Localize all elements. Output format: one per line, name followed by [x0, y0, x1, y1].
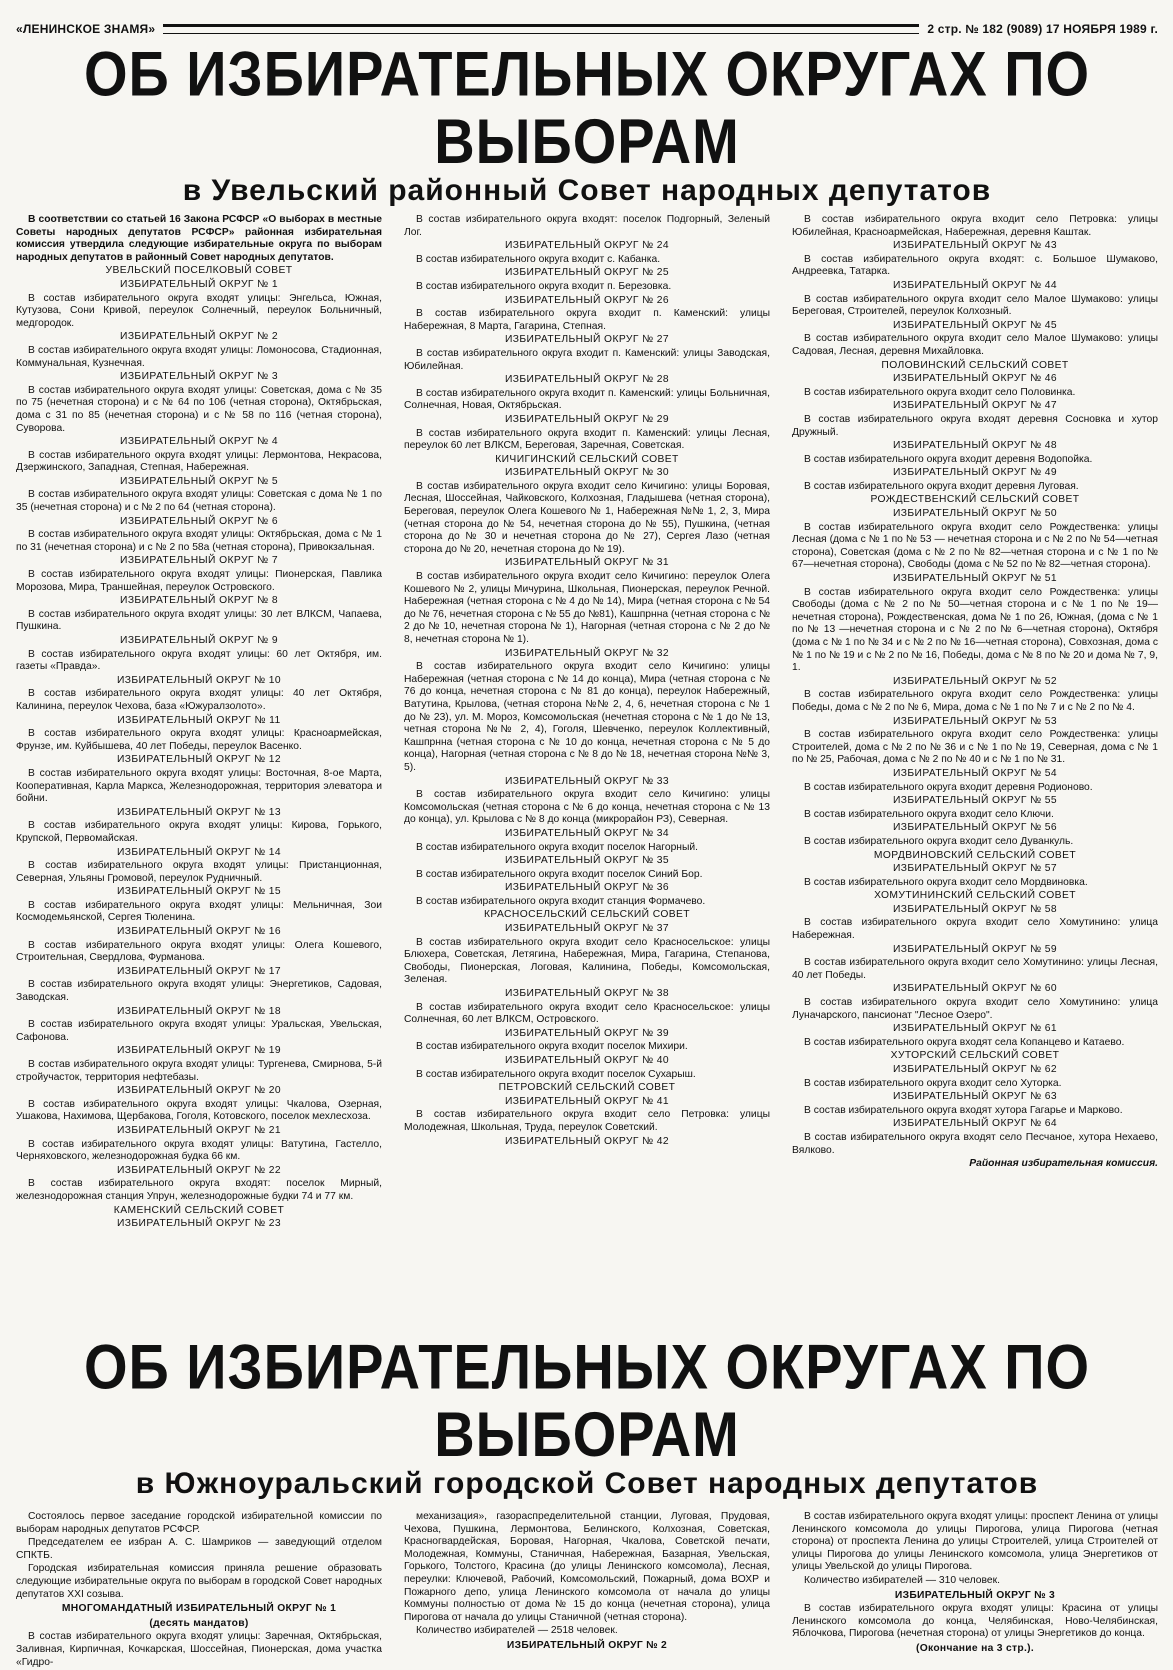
- district-heading: ИЗБИРАТЕЛЬНЫЙ ОКРУГ № 42: [504, 1135, 670, 1147]
- district-heading: ИЗБИРАТЕЛЬНЫЙ ОКРУГ № 5: [120, 475, 278, 487]
- district-heading: ИЗБИРАТЕЛЬНЫЙ ОКРУГ № 50: [892, 508, 1058, 520]
- article2-column-1: [16, 1511, 382, 1670]
- article-yuzhnouralsk: [16, 1331, 1158, 1670]
- paragraph: В состав избирательного округа входят улицы: 60 лет Октября, им. газеты «Правда».: [16, 648, 382, 673]
- paragraph: В состав избирательного округа входит село Кичигино: переулок Олега Кошевого № 2, улицы Мичурина, Школьная, Пионерская, переулок Речной. Набережная (четная сторона с № 4 до № 14), Мира (четная сторона с № 54 до № 76, нечетная сторона с № 55 до №81), Кашпрнна (четная сторона с № 2 до № 10, нечетная сторона № 1), Нагорная (четная сторона с № 2 до № 8, нечетная сторона № 1).: [404, 571, 770, 645]
- district-heading: ХОМУТИНИНСКИЙ СЕЛЬСКИЙ СОВЕТ: [874, 890, 1076, 902]
- district-heading: ИЗБИРАТЕЛЬНЫЙ ОКРУГ № 14: [116, 846, 282, 858]
- district-heading: ИЗБИРАТЕЛЬНЫЙ ОКРУГ № 57: [892, 863, 1058, 875]
- paragraph: В состав избирательного округа входит село Мордвиновка.: [804, 876, 1088, 888]
- article2-title: ОБ ИЗБИРАТЕЛЬНЫХ ОКРУГАХ ПО ВЫБОРАМ: [83, 1331, 1091, 1470]
- paragraph: В состав избирательного округа входят улицы: Уральская, Увельская, Сафонова.: [16, 1019, 382, 1043]
- district-heading: ИЗБИРАТЕЛЬНЫЙ ОКРУГ № 34: [504, 827, 670, 839]
- issue-info: 2 стр. № 182 (9089) 17 НОЯБРЯ 1989 г.: [927, 22, 1158, 36]
- paragraph: В состав избирательного округа входят улицы: Заречная, Октябрьская, Заливная, Кирпичная, Кочкарская, Шоссейная, Пионерская, дома участка «Гидро-: [16, 1631, 382, 1668]
- paragraph: В состав избирательного округа входит село Хомутинино: улица Набережная.: [792, 917, 1158, 942]
- district-heading: ИЗБИРАТЕЛЬНЫЙ ОКРУГ № 63: [892, 1091, 1058, 1103]
- paragraph: В состав избирательного округа входят улицы: Олега Кошевого, Строительная, Свердлова, Фурманова.: [16, 939, 382, 964]
- paragraph: В состав избирательного округа входит поселок Михири.: [416, 1041, 688, 1053]
- paragraph: В состав избирательного округа входят улицы: Кирова, Горького, Крупской, Первомайская.: [16, 820, 382, 844]
- paragraph: Состоялось первое заседание городской избирательной комиссии по выборам народных депутатов РСФСР.: [16, 1511, 382, 1535]
- district-heading: ИЗБИРАТЕЛЬНЫЙ ОКРУГ № 43: [892, 240, 1058, 252]
- district-heading: ИЗБИРАТЕЛЬНЫЙ ОКРУГ № 60: [892, 983, 1058, 995]
- district-heading: ИЗБИРАТЕЛЬНЫЙ ОКРУГ № 26: [504, 294, 670, 306]
- paragraph: В состав избирательного округа входят улицы: Чкалова, Озерная, Ушакова, Нахимова, Щербакова, Гоголя, Котовского, поселок мехлесхоза.: [16, 1098, 382, 1123]
- district-heading: ИЗБИРАТЕЛЬНЫЙ ОКРУГ № 64: [892, 1118, 1058, 1130]
- paragraph: В состав избирательного округа входят хутора Гагарье и Марково.: [804, 1104, 1123, 1116]
- district-heading: ИЗБИРАТЕЛЬНЫЙ ОКРУГ № 4: [120, 436, 278, 448]
- paragraph: В состав избирательного округа входит село Рождественка: улицы Свободы (дома с № 2 по № 50—четная сторона и с № 1 по № 19— нечетная сторона), Рождественская, дома № 1 по 26, Южная, (дома с № 1 по № 13 —нечетная сторона и с № 2 по № 6—четная сторона), Октября (дома с № 1 по № 34 и с № 2 по № 16—четная сторона), Совхозная, дома с № 1 по № 19 и с № 2 по № 16, Победы, дома с № 8 по № 20 и дома № 7, 9, 1.: [792, 586, 1158, 674]
- district-heading: ИЗБИРАТЕЛЬНЫЙ ОКРУГ № 58: [892, 903, 1058, 915]
- paragraph: В состав избирательного округа входит село Рождественка: улицы Лесная (дома с № 1 по № 53 — нечетная сторона и с № 2 по № 54—четная сторона), Советская (дома с № 2 по № 82—четная сторона и с № 1 по № 67—нечетная сторона), Свободы (дома с № 52 по № 82—четная сторона).: [792, 521, 1158, 571]
- district-heading: МОРДВИНОВСКИЙ СЕЛЬСКИЙ СОВЕТ: [873, 849, 1077, 861]
- article2-column-2: [404, 1511, 770, 1670]
- district-heading: ИЗБИРАТЕЛЬНЫЙ ОКРУГ № 2: [120, 331, 278, 343]
- paragraph: В состав избирательного округа входят село Песчаное, хутора Нехаево, Вялково.: [792, 1131, 1158, 1156]
- district-heading: ИЗБИРАТЕЛЬНЫЙ ОКРУГ № 35: [504, 855, 670, 867]
- paragraph: В состав избирательного округа входит село Хомутинино: улица Луначарского, пансионат "Лесное Озеро".: [792, 997, 1158, 1021]
- paragraph: В состав избирательного округа входит село Рождественка: улицы Строителей, дома с № 2 по № 36 и с № 1 по № 19, Северная, дома с № 1 по № 25, Рабочая, дома с № 2 по № 40 и с № 1 по № 31.: [792, 729, 1158, 766]
- intro-paragraph: В соответствии со статьей 16 Закона РСФСР «О выборах в местные Советы народных депутатов РСФСР» районная избирательная комиссия утвердила следующие избирательные округа по выборам народных депутатов в районный Совет народных депутатов.: [16, 214, 382, 263]
- paragraph: В состав избирательного округа входит село Половинка.: [804, 386, 1076, 398]
- district-heading: ПЕТРОВСКИЙ СЕЛЬСКИЙ СОВЕТ: [498, 1082, 676, 1094]
- paragraph: В состав избирательного округа входит село Малое Шумаково: улицы Садовая, Лесная, деревня Михайловка.: [792, 333, 1158, 357]
- article1-column-1: [16, 214, 382, 1232]
- newspaper-page: [16, 18, 1158, 1668]
- masthead-rule: [163, 24, 919, 34]
- district-heading: ИЗБИРАТЕЛЬНЫЙ ОКРУГ № 20: [116, 1085, 282, 1097]
- district-heading: ИЗБИРАТЕЛЬНЫЙ ОКРУГ № 15: [116, 886, 282, 898]
- district-heading: ИЗБИРАТЕЛЬНЫЙ ОКРУГ № 52: [892, 675, 1058, 687]
- district-heading: ИЗБИРАТЕЛЬНЫЙ ОКРУГ № 3: [120, 371, 278, 383]
- section-heading: (десять мандатов): [149, 1617, 249, 1629]
- district-heading: КАМЕНСКИЙ СЕЛЬСКИЙ СОВЕТ: [113, 1204, 285, 1216]
- district-heading: ИЗБИРАТЕЛЬНЫЙ ОКРУГ № 24: [504, 240, 670, 252]
- district-heading: ИЗБИРАТЕЛЬНЫЙ ОКРУГ № 54: [892, 767, 1058, 779]
- district-heading: ИЗБИРАТЕЛЬНЫЙ ОКРУГ № 62: [892, 1064, 1058, 1075]
- paragraph: В состав избирательного округа входит поселок Сухарыш.: [416, 1068, 696, 1080]
- district-heading: ИЗБИРАТЕЛЬНЫЙ ОКРУГ № 11: [117, 714, 281, 726]
- paragraph: В состав избирательного округа входят улицы: Красина от улицы Ленинского комсомола до конца, Челябинская, Ново-Челябинская, Яблочкова, Пирогова (нечетная сторона) от улицы Энергетиков до конца.: [792, 1603, 1158, 1640]
- paragraph: В состав избирательного округа входят улицы: Красноармейская, Фрунзе, им. Куйбышева, 40 лет Победы, переулок Васенко.: [16, 728, 382, 752]
- section-heading: ИЗБИРАТЕЛЬНЫЙ ОКРУГ № 2: [506, 1639, 668, 1651]
- district-heading: ИЗБИРАТЕЛЬНЫЙ ОКРУГ № 28: [504, 374, 670, 386]
- paragraph: В состав избирательного округа входят улицы: Советская, дома с № 35 по 75 (нечетная сторона) и с № 64 по 106 (четная сторона), Октябрьская, дома с 31 по 85 (нечетная сторона) и с № 58 по 116 (четная сторона), Суворова.: [16, 384, 382, 434]
- paragraph: В состав избирательного округа входят: поселок Подгорный, Зеленый Лог.: [404, 214, 770, 238]
- district-heading: ИЗБИРАТЕЛЬНЫЙ ОКРУГ № 18: [116, 1005, 282, 1017]
- paragraph: В состав избирательного округа входит село Ключи.: [804, 808, 1054, 820]
- district-heading: ИЗБИРАТЕЛЬНЫЙ ОКРУГ № 49: [892, 467, 1058, 479]
- paragraph: В состав избирательного округа входят улицы: Советская с дома № 1 по 35 (нечетная сторона) и с № 2 по 64 (четная сторона).: [16, 489, 382, 514]
- district-heading: ИЗБИРАТЕЛЬНЫЙ ОКРУГ № 56: [892, 822, 1058, 834]
- article1-title: ОБ ИЗБИРАТЕЛЬНЫХ ОКРУГАХ ПО ВЫБОРАМ: [83, 40, 1091, 177]
- district-heading: ИЗБИРАТЕЛЬНЫЙ ОКРУГ № 22: [116, 1164, 282, 1176]
- district-heading: ИЗБИРАТЕЛЬНЫЙ ОКРУГ № 32: [504, 647, 670, 659]
- paragraph: механизация», газораспределительной станции, Луговая, Прудовая, Чехова, Пушкина, Лермонтова, Белинского, Колхозная, Советская, Красногвардейская, Боровая, Нагорная, Чкалова, Советской печати, Молодежная, Коммуны, Станичная, Набережная, Базарная, Увельская, Горького, Толстого, Красина (до улицы Ленинского комсомола), Лесная, переулки: Ключевой, Рабочий, Комсомольский, Пожарный, дома ВОХР и Пожарного депо, улица Ленинского комсомола от начала до улицы Коммуны полностью от дома № 15 до конца (нечетная сторона), улица Пирогова от начала до улицы Станичной (четная сторона).: [404, 1511, 770, 1623]
- paragraph: В состав избирательного округа входит село Рождественка: улицы Победы, дома с № 2 по № 6, Мира, дома с № 1 по № 7 и с № 2 по № 4.: [792, 689, 1158, 713]
- paragraph: В состав избирательного округа входят улицы: проспект Ленина от улицы Ленинского комсомола до улицы Пирогова, улица Пирогова (четная сторона) от проспекта Ленина до улицы Строителей, улица Строителей от улицы Пирогова до улицы Ленинского комсомола, улица Энергетиков от улицы Увельской до улицы Пирогова.: [792, 1511, 1158, 1573]
- paragraph: В состав избирательного округа входят улицы: Энергетиков, Садовая, Заводская.: [16, 979, 382, 1004]
- article2-subtitle: в Южноуральский городской Совет народных депутатов: [135, 1467, 1039, 1500]
- district-heading: ИЗБИРАТЕЛЬНЫЙ ОКРУГ № 38: [504, 988, 670, 1000]
- paragraph: В состав избирательного округа входит село Кичигино: улицы Боровая, Лесная, Шоссейная, Чайковского, Колхозная, Гладышева (четная сторона), Береговая, переулок Олега Кошевого № 1, Набережная №№ 1, 2, 3, Мира (четная сторона до № 54, нечетная сторона до № 55), Пушкина, (четная сторона до № 30 и нечетная сторона до № 27), Сергея Лазо (четная сторона до № 20, нечетная сторона до № 19).: [404, 480, 770, 555]
- paragraph: В состав избирательного округа входит поселок Нагорный.: [416, 841, 698, 853]
- district-heading: ИЗБИРАТЕЛЬНЫЙ ОКРУГ № 31: [504, 557, 670, 569]
- paragraph: В состав избирательного округа входят улицы: Восточная, 8-ое Марта, Кооперативная, Карла Маркса, Железнодорожная, территория элеватора и бойни.: [16, 767, 382, 805]
- paragraph: В состав избирательного округа входит п. Каменский: улицы Больничная, Солнечная, Новая, Октябрьская.: [404, 387, 770, 412]
- paragraph: Городская избирательная комиссия приняла решение образовать следующие избирательные округа по выборам в городской Совет народных депутатов XXI созыва.: [16, 1563, 382, 1600]
- paragraph: В состав избирательного округа входят улицы: Ломоносова, Стадионная, Коммунальная, Кузнечная.: [16, 344, 382, 369]
- paragraph: В состав избирательного округа входит село Малое Шумаково: улицы Береговая, Строителей, переулок Колхозный.: [792, 293, 1158, 318]
- signature: Районная избирательная комиссия.: [969, 1158, 1158, 1170]
- district-heading: ПОЛОВИНСКИЙ СЕЛЬСКИЙ СОВЕТ: [881, 359, 1069, 371]
- district-heading: ИЗБИРАТЕЛЬНЫЙ ОКРУГ № 48: [892, 440, 1058, 452]
- district-heading: УВЕЛЬСКИЙ ПОСЕЛКОВЫЙ СОВЕТ: [105, 265, 293, 277]
- paragraph: В состав избирательного округа входит поселок Синий Бор.: [416, 868, 703, 880]
- article1-column-2: [404, 214, 770, 1232]
- article1-column-3: [792, 214, 1158, 1232]
- article1-subtitle: в Увельский районный Совет народных депутатов: [182, 174, 992, 207]
- district-heading: ИЗБИРАТЕЛЬНЫЙ ОКРУГ № 10: [116, 674, 282, 686]
- district-heading: ИЗБИРАТЕЛЬНЫЙ ОКРУГ № 27: [504, 334, 670, 346]
- section-heading: (Окончание на 3 стр.).: [915, 1642, 1034, 1654]
- paragraph: В состав избирательного округа входят улицы: Ватутина, Гастелло, Черняховского, железнодорожная будка 66 км.: [16, 1138, 382, 1163]
- article2-columns: [16, 1511, 1158, 1670]
- district-heading: ИЗБИРАТЕЛЬНЫЙ ОКРУГ № 46: [892, 373, 1058, 385]
- masthead: [16, 18, 1158, 40]
- section-heading: МНОГОМАНДАТНЫЙ ИЗБИРАТЕЛЬНЫЙ ОКРУГ № 1: [61, 1603, 337, 1615]
- district-heading: ИЗБИРАТЕЛЬНЫЙ ОКРУГ № 30: [504, 467, 670, 479]
- district-heading: ИЗБИРАТЕЛЬНЫЙ ОКРУГ № 19: [116, 1045, 282, 1057]
- paper-name: «ЛЕНИНСКОЕ ЗНАМЯ»: [16, 22, 156, 36]
- district-heading: ИЗБИРАТЕЛЬНЫЙ ОКРУГ № 41: [504, 1095, 670, 1107]
- section-heading: ИЗБИРАТЕЛЬНЫЙ ОКРУГ № 3: [894, 1589, 1056, 1601]
- paragraph: В состав избирательного округа входит село Хуторка.: [804, 1077, 1062, 1089]
- paragraph: В состав избирательного округа входят: с. Большое Шумаково, Андреевка, Татарка.: [792, 253, 1158, 278]
- paragraph: В состав избирательного округа входит село Петровка: улицы Юбилейная, Красноармейская, Набережная, деревня Каштак.: [792, 214, 1158, 238]
- district-heading: ИЗБИРАТЕЛЬНЫЙ ОКРУГ № 47: [892, 400, 1058, 412]
- paragraph: В состав избирательного округа входит село Красносельское: улицы Блюхера, Советская, Летягина, Набережная, Мира, Гагарина, Степанова, Свободы, Пионерская, Логовая, Калинина, Победы, Комсомольская, Зеленая.: [404, 936, 770, 986]
- paragraph: В состав избирательного округа входит деревня Водопойка.: [804, 453, 1093, 465]
- article-uvelsky: [16, 40, 1158, 1340]
- district-heading: ИЗБИРАТЕЛЬНЫЙ ОКРУГ № 33: [504, 775, 670, 787]
- paragraph: В состав избирательного округа входят улицы: Пионерская, Павлика Морозова, Мира, Траншейная, переулок Островского.: [16, 569, 382, 593]
- paragraph: В состав избирательного округа входит село Хомутинино: улицы Лесная, 40 лет Победы.: [792, 957, 1158, 981]
- district-heading: ИЗБИРАТЕЛЬНЫЙ ОКРУГ № 7: [120, 555, 278, 567]
- paragraph: В состав избирательного округа входят улицы: Энгельса, Южная, Кутузова, Сони Кривой, переулок Солнечный, переулок Больничный, медгородок.: [16, 292, 382, 329]
- district-heading: КРАСНОСЕЛЬСКИЙ СЕЛЬСКИЙ СОВЕТ: [484, 909, 690, 921]
- paragraph: В состав избирательного округа входят улицы: 30 лет ВЛКСМ, Чапаева, Пушкина.: [16, 608, 382, 633]
- paragraph: В состав избирательного округа входит с. Кабанка.: [416, 253, 661, 265]
- paragraph: В состав избирательного округа входит деревня Родионово.: [804, 781, 1093, 793]
- paragraph: В состав избирательного округа входят деревня Сосновка и хутор Дружный.: [792, 413, 1158, 438]
- paragraph: В состав избирательного округа входят улицы: 40 лет Октября, Калинина, переулок Чехова, база «Южуралзолото».: [16, 688, 382, 712]
- district-heading: ИЗБИРАТЕЛЬНЫЙ ОКРУГ № 13: [116, 806, 282, 818]
- paragraph: В состав избирательного округа входит село Кичигино: улицы Комсомольская (четная сторона с № 6 до конца, нечетная сторона с № 13 до конца), ул. Крылова с № 8 до конца (микрорайон РЗ), Северная.: [404, 789, 770, 826]
- paragraph: В состав избирательного округа входит село Петровка: улицы Молодежная, Школьная, Труда, переулок Советский.: [404, 1109, 770, 1133]
- paragraph: Количество избирателей — 2518 человек.: [416, 1625, 618, 1637]
- district-heading: ИЗБИРАТЕЛЬНЫЙ ОКРУГ № 44: [892, 279, 1058, 291]
- district-heading: ИЗБИРАТЕЛЬНЫЙ ОКРУГ № 53: [892, 715, 1058, 727]
- paragraph: В состав избирательного округа входит деревня Луговая.: [804, 480, 1079, 492]
- paragraph: В состав избирательного округа входит п. Каменский: улицы Лесная, переулок 60 лет ВЛКСМ, Береговая, Заречная, Советская.: [404, 427, 770, 452]
- paragraph: В состав избирательного округа входят: поселок Мирный, железнодорожная станция Упрун, железнодорожные будки 74 и 77 км.: [16, 1178, 382, 1202]
- paragraph: В состав избирательного округа входят села Копанцево и Катаево.: [804, 1036, 1125, 1048]
- district-heading: ИЗБИРАТЕЛЬНЫЙ ОКРУГ № 39: [504, 1027, 670, 1039]
- district-heading: КИЧИГИНСКИЙ СЕЛЬСКИЙ СОВЕТ: [495, 453, 679, 465]
- district-heading: ИЗБИРАТЕЛЬНЫЙ ОКРУГ № 37: [504, 923, 670, 935]
- district-heading: ИЗБИРАТЕЛЬНЫЙ ОКРУГ № 1: [120, 278, 278, 290]
- article2-column-3: [792, 1511, 1158, 1670]
- district-heading: РОЖДЕСТВЕНСКИЙ СЕЛЬСКИЙ СОВЕТ: [870, 494, 1080, 506]
- paragraph: В состав избирательного округа входят улицы: Октябрьская, дома с № 1 по 31 (нечетная сторона) и с № 2 по 58а (четная сторона), Привокзальная.: [16, 529, 382, 553]
- district-heading: ИЗБИРАТЕЛЬНЫЙ ОКРУГ № 36: [504, 882, 670, 894]
- district-heading: ИЗБИРАТЕЛЬНЫЙ ОКРУГ № 29: [504, 413, 670, 425]
- paragraph: В состав избирательного округа входят улицы: Пристанционная, Северная, Ульяны Громовой, переулок Рудничный.: [16, 860, 382, 884]
- paragraph: В состав избирательного округа входит село Дуванкуль.: [804, 835, 1074, 847]
- paragraph: Председателем ее избран А. С. Шамриков — заведующий отделом СПКТБ.: [16, 1537, 382, 1561]
- paragraph: В состав избирательного округа входит п. Березовка.: [416, 280, 672, 292]
- paragraph: В состав избирательного округа входит село Кичигино: улицы Набережная (четная сторона с № 14 до конца), Мира (четная сторона с № 76 до конца, нечетная сторона с № 81 до конца), переулок Набережный, Ватутина, Крылова, (четная сторона №№ 2, 4, 6, нечетная сторона с № 1 до № 23), ул. М. Мороз, Комсомольская (нечетная сторона с № 1 до № 13, четная сторона №№ 2, 4), Гоголя, Шевченко, переулок Коллективный, Кашпрнна (четная сторона с № 10 до конца, нечетная сторона с № 5 до конца), Нагорная (четная сторона с № 8 до № 18, нечетная сторона №№ 3, 5).: [404, 661, 770, 773]
- district-heading: ИЗБИРАТЕЛЬНЫЙ ОКРУГ № 16: [116, 926, 282, 938]
- district-heading: ИЗБИРАТЕЛЬНЫЙ ОКРУГ № 51: [892, 573, 1058, 585]
- paragraph: В состав избирательного округа входит п. Каменский: улицы Заводская, Юбилейная.: [404, 347, 770, 372]
- paragraph: В состав избирательного округа входит станция Формачево.: [416, 895, 706, 907]
- district-heading: ИЗБИРАТЕЛЬНЫЙ ОКРУГ № 23: [116, 1218, 282, 1230]
- district-heading: ИЗБИРАТЕЛЬНЫЙ ОКРУГ № 25: [504, 267, 670, 279]
- district-heading: ИЗБИРАТЕЛЬНЫЙ ОКРУГ № 9: [120, 635, 278, 646]
- paragraph: Количество избирателей — 310 человек.: [804, 1574, 1000, 1586]
- article1-columns: [16, 214, 1158, 1232]
- paragraph: В состав избирательного округа входит п. Каменский: улицы Набережная, 8 Марта, Гагарина, Степная.: [404, 308, 770, 332]
- district-heading: ИЗБИРАТЕЛЬНЫЙ ОКРУГ № 8: [120, 595, 278, 607]
- district-heading: ИЗБИРАТЕЛЬНЫЙ ОКРУГ № 45: [892, 319, 1058, 331]
- paragraph: В состав избирательного округа входят улицы: Мельничная, Зои Космодемьянской, Сергея Тюленина.: [16, 899, 382, 924]
- district-heading: ИЗБИРАТЕЛЬНЫЙ ОКРУГ № 55: [892, 795, 1058, 807]
- paragraph: В состав избирательного округа входят улицы: Тургенева, Смирнова, 5-й стройучасток, территория нефтебазы.: [16, 1059, 382, 1083]
- paragraph: В состав избирательного округа входят улицы: Лермонтова, Некрасова, Дзержинского, Западная, Степная, Набережная.: [16, 449, 382, 474]
- district-heading: ИЗБИРАТЕЛЬНЫЙ ОКРУГ № 40: [504, 1055, 670, 1066]
- district-heading: ИЗБИРАТЕЛЬНЫЙ ОКРУГ № 6: [120, 515, 278, 527]
- district-heading: ИЗБИРАТЕЛЬНЫЙ ОКРУГ № 12: [116, 754, 282, 766]
- district-heading: ИЗБИРАТЕЛЬНЫЙ ОКРУГ № 59: [892, 943, 1058, 955]
- district-heading: ХУТОРСКИЙ СЕЛЬСКИЙ СОВЕТ: [890, 1050, 1060, 1062]
- district-heading: ИЗБИРАТЕЛЬНЫЙ ОКРУГ № 21: [116, 1124, 282, 1136]
- district-heading: ИЗБИРАТЕЛЬНЫЙ ОКРУГ № 61: [892, 1023, 1058, 1035]
- paragraph: В состав избирательного округа входит село Красносельское: улицы Солнечная, 60 лет ВЛКСМ, Островского.: [404, 1001, 770, 1026]
- district-heading: ИЗБИРАТЕЛЬНЫЙ ОКРУГ № 17: [116, 965, 282, 977]
